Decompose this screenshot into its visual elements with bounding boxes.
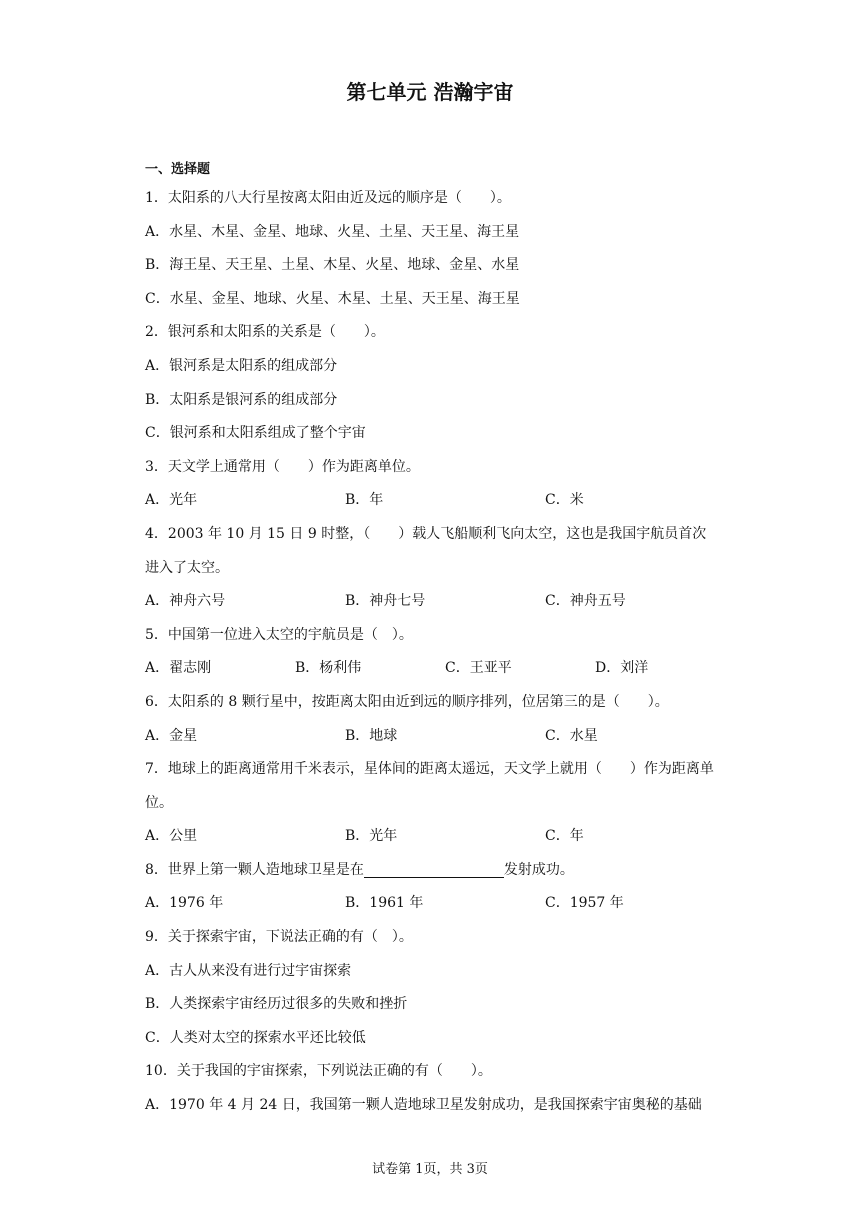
- option-a: A．翟志刚: [145, 660, 212, 677]
- option-b: B．年: [345, 492, 384, 509]
- page-footer: 试卷第 1页，共 3页: [372, 1162, 488, 1177]
- option-c: C．银河系和太阳系组成了整个宇宙: [145, 425, 366, 442]
- option-a: A．水星、木星、金星、地球、火星、土星、天王星、海王星: [145, 223, 520, 240]
- option-a: A．光年: [145, 492, 198, 509]
- stem-before-blank: 8．世界上第一颗人造地球卫星是在: [145, 861, 364, 878]
- option-c: C．水星、金星、地球、火星、木星、土星、天王星、海王星: [145, 290, 520, 307]
- question-stem: 10．关于我国的宇宙探索，下列说法正确的有（ ）。: [145, 1063, 492, 1080]
- question-stem: 1．太阳系的八大行星按离太阳由近及远的顺序是（ ）。: [145, 190, 511, 206]
- option-a: A．神舟六号: [145, 593, 226, 610]
- option-b: B．杨利伟: [295, 660, 362, 677]
- option-c: C．米: [545, 492, 584, 509]
- question-stem: 3．天文学上通常用（ ）作为距离单位。: [145, 458, 420, 475]
- question-stem: 6．太阳系的 8 颗行星中，按距离太阳由近到远的顺序排列，位居第三的是（ ）。: [145, 693, 669, 710]
- question-stem: [145, 854, 720, 888]
- options-row: [145, 820, 720, 854]
- section-heading: 一、选择题: [145, 162, 211, 177]
- option-b: B．光年: [345, 828, 398, 845]
- options-row: [145, 652, 720, 686]
- option-d: D．刘洋: [595, 660, 649, 677]
- option-a: A．1970 年 4 月 24 日，我国第一颗人造地球卫星发射成功，是我国探索宇宙奥秘的基础: [145, 1097, 702, 1114]
- option-b: B．人类探索宇宙经历过很多的失败和挫折: [145, 996, 408, 1013]
- options-row: [145, 484, 720, 518]
- option-a: A．金星: [145, 727, 198, 744]
- options-row: [145, 720, 720, 754]
- option-a: A．古人从来没有进行过宇宙探索: [145, 962, 352, 979]
- option-b: B．海王星、天王星、土星、木星、火星、地球、金星、水星: [145, 257, 520, 274]
- question-stem: 2．银河系和太阳系的关系是（ ）。: [145, 324, 385, 341]
- question-stem: 4．2003 年 10 月 15 日 9 时整，（ ）载人飞船顺利飞向太空，这也是我国宇航员首次进入了太空。: [145, 525, 707, 576]
- option-c: C．神舟五号: [545, 593, 626, 610]
- option-c: C．1957 年: [545, 895, 624, 912]
- stem-after-blank: 发射成功。: [503, 861, 574, 878]
- question-list: [145, 182, 720, 1123]
- answer-blank: [364, 859, 504, 878]
- option-b: B．1961 年: [345, 895, 424, 912]
- options-row: [145, 585, 720, 619]
- option-a: A．1976 年: [145, 895, 224, 912]
- question-stem: 5．中国第一位进入太空的宇航员是（ ）。: [145, 626, 413, 643]
- option-c: C．人类对太空的探索水平还比较低: [145, 1029, 366, 1046]
- page-title: 第七单元 浩瀚宇宙: [346, 80, 514, 104]
- option-a: A．银河系是太阳系的组成部分: [145, 357, 338, 374]
- option-c: C．王亚平: [445, 660, 512, 677]
- option-c: C．年: [545, 828, 584, 845]
- question-stem: 7．地球上的距离通常用千米表示，星体间的距离太遥远，天文学上就用（ ）作为距离单位。: [145, 761, 714, 811]
- option-b: B．地球: [345, 727, 398, 744]
- question-stem: 9．关于探索宇宙，下说法正确的有（ ）。: [145, 929, 413, 946]
- option-b: B．太阳系是银河系的组成部分: [145, 391, 338, 408]
- options-row: [145, 887, 720, 921]
- option-c: C．水星: [545, 727, 598, 744]
- option-b: B．神舟七号: [345, 593, 426, 610]
- option-a: A．公里: [145, 828, 198, 845]
